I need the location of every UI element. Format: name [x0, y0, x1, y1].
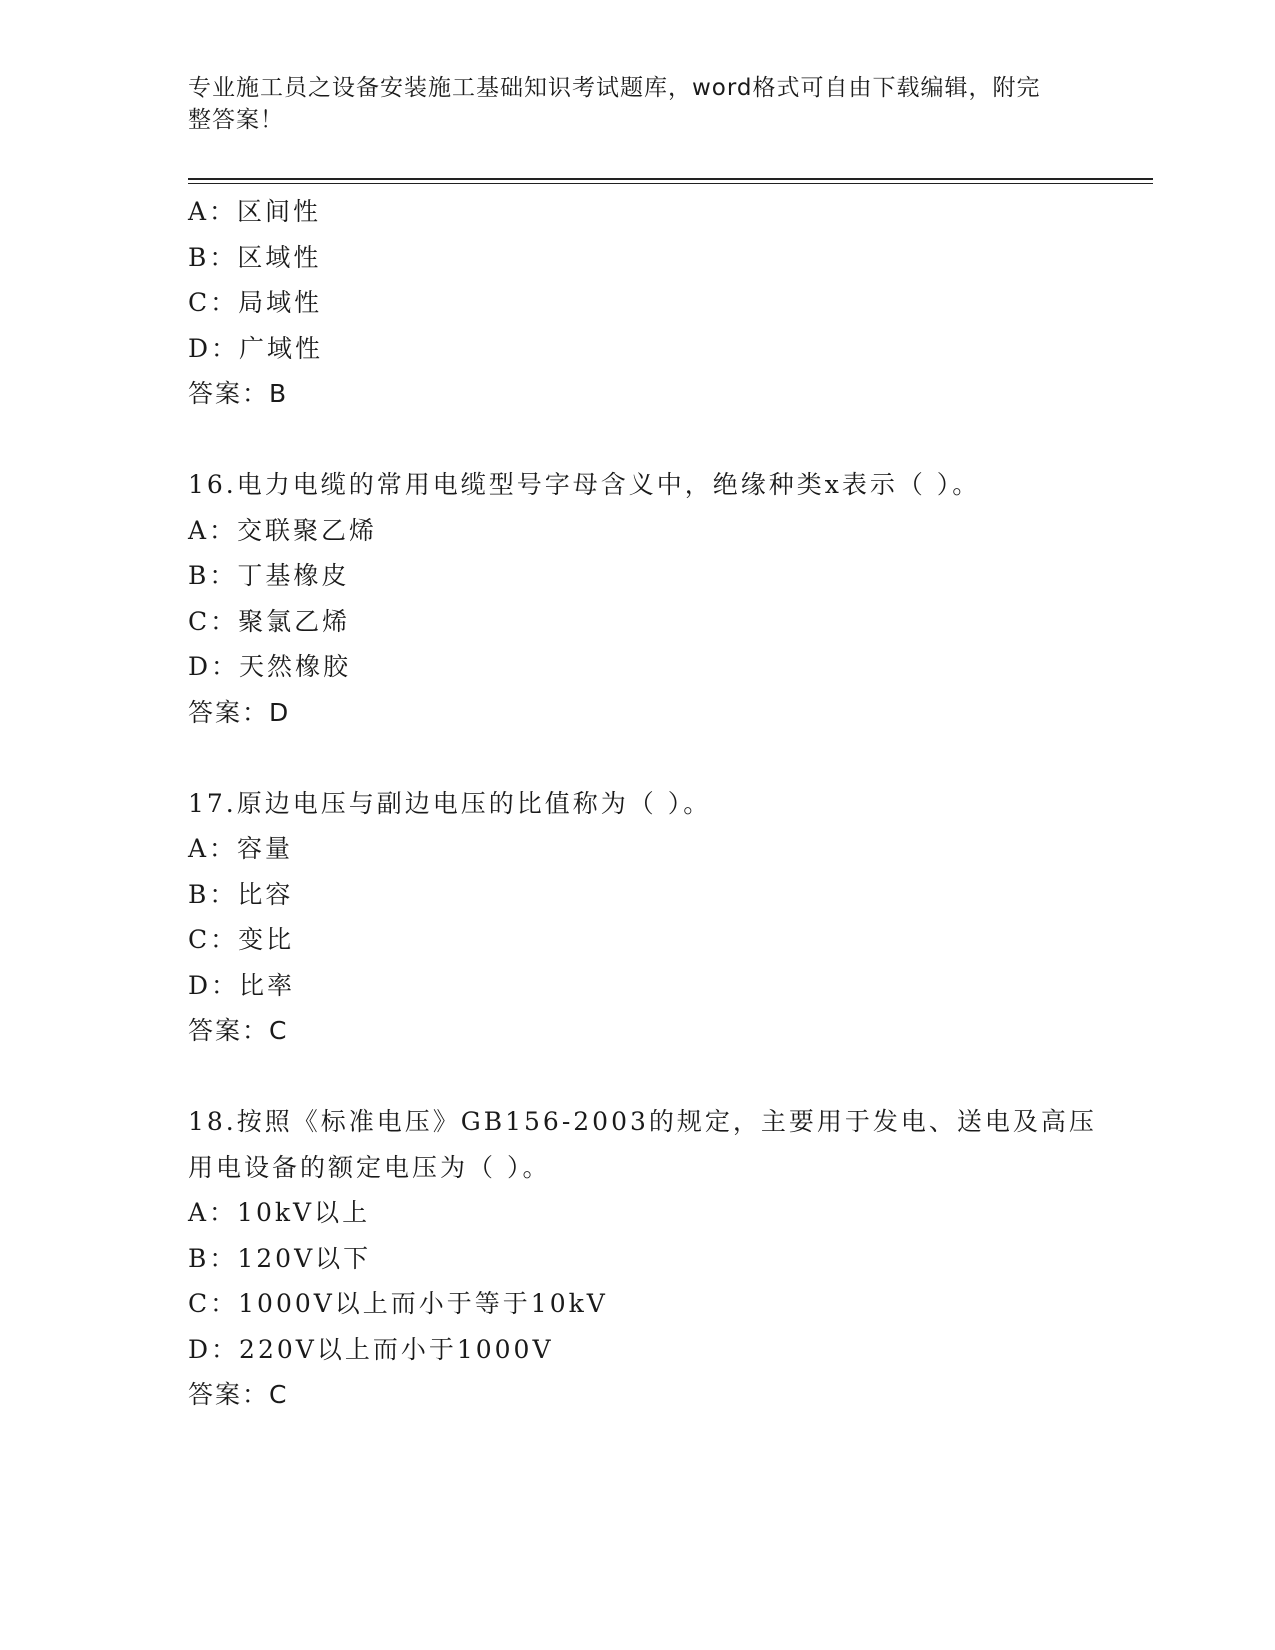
question-16 — [188, 462, 1148, 735]
option-c: C：聚氯乙烯 — [188, 606, 351, 636]
spacer — [188, 1054, 1148, 1100]
option-a: A：容量 — [188, 834, 294, 863]
page-header — [188, 72, 1068, 136]
header-line-2: 整答案！ — [188, 107, 284, 133]
header-rule-thick — [188, 178, 1153, 180]
answer-line: 答案：C — [188, 1016, 289, 1045]
question-stem-line-1: 18.按照《标准电压》GB156-2003的规定，主要用于发电、送电及高压 — [188, 1107, 1097, 1136]
answer-line: 答案：B — [188, 379, 289, 408]
header-rule-thin — [188, 183, 1153, 184]
option-d: D：比率 — [188, 970, 296, 1000]
question-15-continued — [188, 189, 1148, 417]
answer-line: 答案：D — [188, 697, 291, 727]
option-b: B：比容 — [188, 879, 294, 909]
question-stem: 16.电力电缆的常用电缆型号字母含义中，绝缘种类x表示（ ）。 — [188, 470, 981, 499]
option-d: D：广域性 — [188, 333, 324, 363]
header-line-1: 专业施工员之设备安装施工基础知识考试题库，word格式可自由下载编辑，附完 — [188, 75, 1041, 101]
option-a: A：交联聚乙烯 — [188, 515, 378, 545]
option-c: C：变比 — [188, 925, 295, 954]
spacer — [188, 735, 1148, 781]
option-b: B：120V以下 — [188, 1243, 372, 1273]
question-list — [188, 189, 1148, 1418]
answer-line: 答案：C — [188, 1380, 289, 1409]
question-stem-line-2: 用电设备的额定电压为（ ）。 — [188, 1152, 551, 1182]
option-d: D：天然橡胶 — [188, 652, 352, 681]
option-d: D：220V以上而小于1000V — [188, 1334, 554, 1364]
option-a: A：10kV以上 — [188, 1198, 371, 1227]
question-stem: 17.原边电压与副边电压的比值称为（ ）。 — [188, 788, 712, 818]
option-c: C：局域性 — [188, 288, 323, 317]
option-c: C：1000V以上而小于等于10kV — [188, 1289, 608, 1318]
option-a: A：区间性 — [188, 197, 322, 226]
spacer — [188, 417, 1148, 463]
question-17 — [188, 781, 1148, 1054]
option-b: B：丁基橡皮 — [188, 561, 350, 590]
option-b: B：区域性 — [188, 242, 322, 272]
question-18 — [188, 1099, 1148, 1418]
